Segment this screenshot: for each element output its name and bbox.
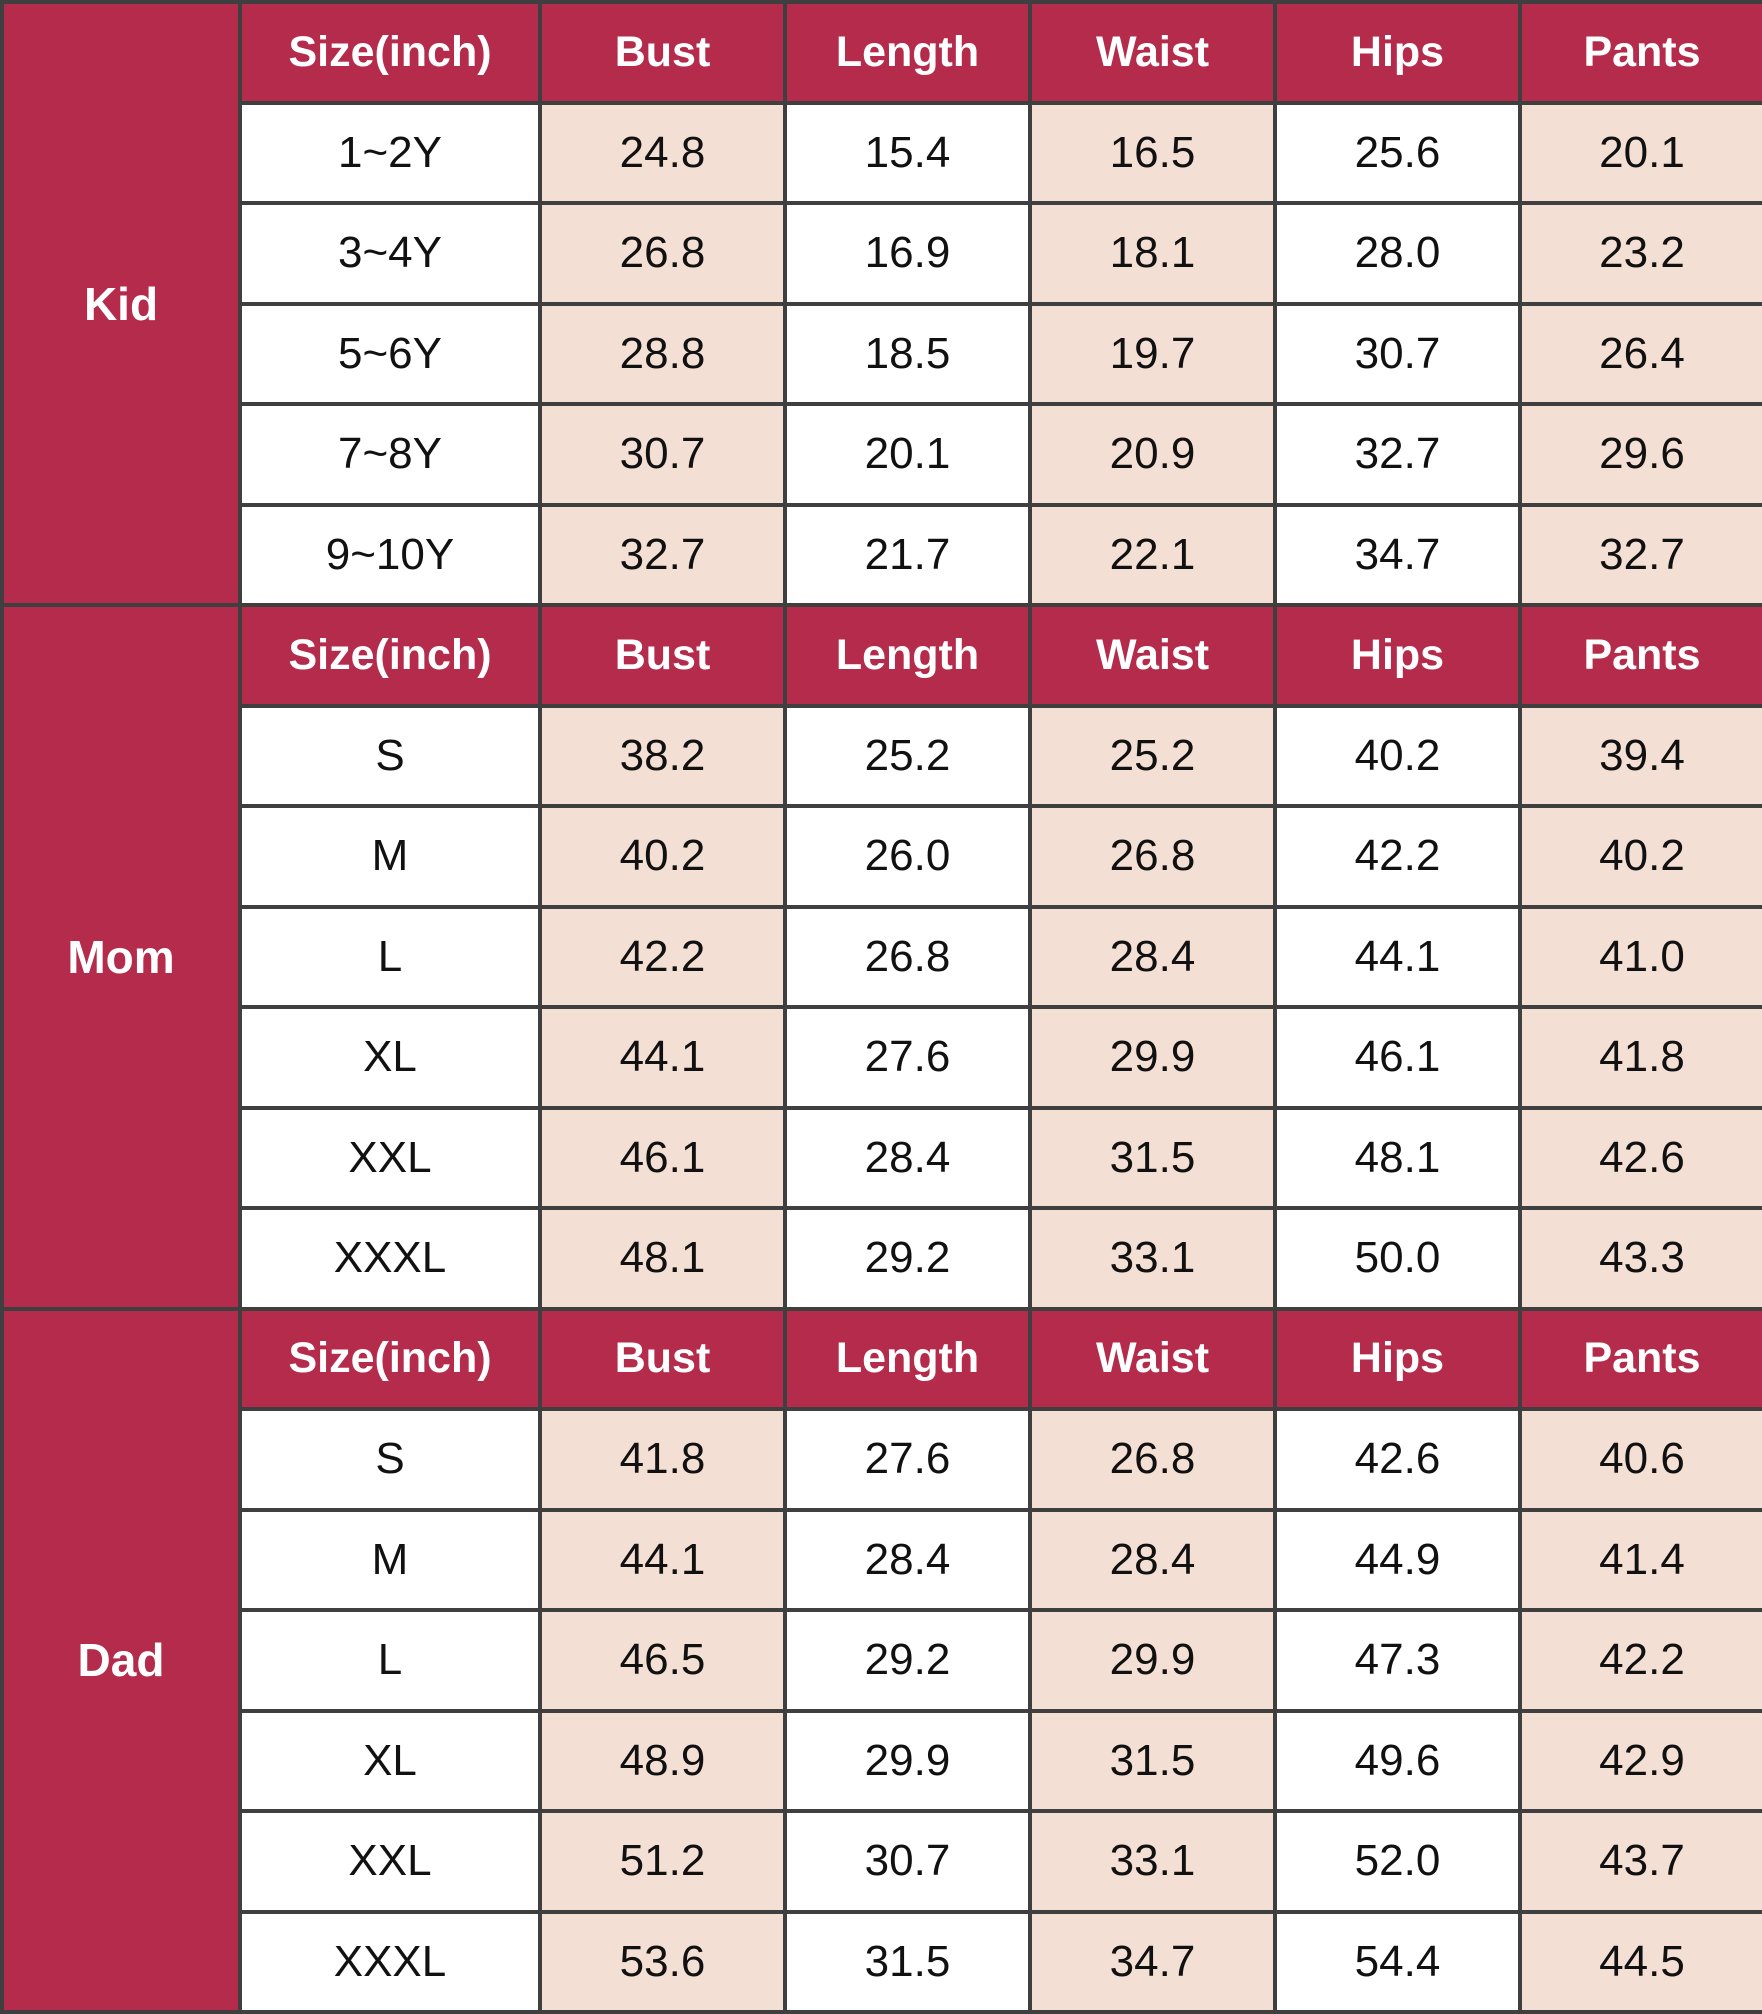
size-cell: XXXL [240, 1208, 540, 1309]
table-row [2, 1811, 1762, 1912]
bust-cell: 32.7 [540, 505, 785, 606]
waist-cell: 16.5 [1030, 103, 1275, 204]
length-cell: 27.6 [785, 1409, 1030, 1510]
length-cell: 29.9 [785, 1711, 1030, 1812]
hips-cell: 47.3 [1275, 1610, 1520, 1711]
size-cell: 7~8Y [240, 404, 540, 505]
table-row [2, 1409, 1762, 1510]
length-cell: 27.6 [785, 1007, 1030, 1108]
column-header-hips: Hips [1275, 1309, 1520, 1410]
length-cell: 26.0 [785, 806, 1030, 907]
hips-cell: 49.6 [1275, 1711, 1520, 1812]
column-header-length: Length [785, 605, 1030, 706]
bust-cell: 44.1 [540, 1510, 785, 1611]
bust-cell: 42.2 [540, 907, 785, 1008]
length-cell: 18.5 [785, 304, 1030, 405]
length-cell: 20.1 [785, 404, 1030, 505]
size-cell: XL [240, 1007, 540, 1108]
hips-cell: 52.0 [1275, 1811, 1520, 1912]
hips-cell: 54.4 [1275, 1912, 1520, 2013]
table-row [2, 1108, 1762, 1209]
waist-cell: 31.5 [1030, 1711, 1275, 1812]
hips-cell: 42.6 [1275, 1409, 1520, 1510]
length-cell: 29.2 [785, 1610, 1030, 1711]
column-header-pants: Pants [1520, 1309, 1762, 1410]
pants-cell: 41.0 [1520, 907, 1762, 1008]
size-cell: XL [240, 1711, 540, 1812]
pants-cell: 41.4 [1520, 1510, 1762, 1611]
hips-cell: 30.7 [1275, 304, 1520, 405]
hips-cell: 42.2 [1275, 806, 1520, 907]
waist-cell: 26.8 [1030, 1409, 1275, 1510]
column-header-bust: Bust [540, 2, 785, 103]
table-row [2, 304, 1762, 405]
size-cell: M [240, 806, 540, 907]
size-cell: 3~4Y [240, 203, 540, 304]
size-cell: 1~2Y [240, 103, 540, 204]
table-row [2, 1711, 1762, 1812]
table-row [2, 1208, 1762, 1309]
column-header-waist: Waist [1030, 1309, 1275, 1410]
column-header-size: Size(inch) [240, 1309, 540, 1410]
size-cell: XXL [240, 1811, 540, 1912]
length-cell: 28.4 [785, 1510, 1030, 1611]
size-cell: XXL [240, 1108, 540, 1209]
hips-cell: 48.1 [1275, 1108, 1520, 1209]
hips-cell: 46.1 [1275, 1007, 1520, 1108]
hips-cell: 32.7 [1275, 404, 1520, 505]
table-row [2, 907, 1762, 1008]
table-body [2, 2, 1762, 2012]
mom-header-row [2, 605, 1762, 706]
waist-cell: 33.1 [1030, 1208, 1275, 1309]
length-cell: 26.8 [785, 907, 1030, 1008]
hips-cell: 34.7 [1275, 505, 1520, 606]
table-row [2, 505, 1762, 606]
hips-cell: 25.6 [1275, 103, 1520, 204]
group-label-dad: Dad [2, 1309, 240, 2013]
bust-cell: 38.2 [540, 706, 785, 807]
waist-cell: 26.8 [1030, 806, 1275, 907]
pants-cell: 32.7 [1520, 505, 1762, 606]
pants-cell: 44.5 [1520, 1912, 1762, 2013]
size-cell: L [240, 907, 540, 1008]
column-header-size: Size(inch) [240, 605, 540, 706]
table-row [2, 1912, 1762, 2013]
column-header-waist: Waist [1030, 2, 1275, 103]
pants-cell: 39.4 [1520, 706, 1762, 807]
size-cell: S [240, 1409, 540, 1510]
waist-cell: 18.1 [1030, 203, 1275, 304]
dad-header-row [2, 1309, 1762, 1410]
column-header-waist: Waist [1030, 605, 1275, 706]
pants-cell: 29.6 [1520, 404, 1762, 505]
table-row [2, 706, 1762, 807]
waist-cell: 20.9 [1030, 404, 1275, 505]
group-label-kid: Kid [2, 2, 240, 605]
length-cell: 21.7 [785, 505, 1030, 606]
waist-cell: 29.9 [1030, 1007, 1275, 1108]
waist-cell: 25.2 [1030, 706, 1275, 807]
waist-cell: 19.7 [1030, 304, 1275, 405]
hips-cell: 40.2 [1275, 706, 1520, 807]
pants-cell: 40.2 [1520, 806, 1762, 907]
size-cell: 9~10Y [240, 505, 540, 606]
column-header-pants: Pants [1520, 2, 1762, 103]
table-row [2, 404, 1762, 505]
column-header-length: Length [785, 1309, 1030, 1410]
table-row [2, 806, 1762, 907]
size-cell: XXXL [240, 1912, 540, 2013]
waist-cell: 34.7 [1030, 1912, 1275, 2013]
pants-cell: 43.7 [1520, 1811, 1762, 1912]
length-cell: 30.7 [785, 1811, 1030, 1912]
bust-cell: 53.6 [540, 1912, 785, 2013]
pants-cell: 42.2 [1520, 1610, 1762, 1711]
bust-cell: 40.2 [540, 806, 785, 907]
hips-cell: 44.1 [1275, 907, 1520, 1008]
table-row [2, 203, 1762, 304]
waist-cell: 28.4 [1030, 907, 1275, 1008]
pants-cell: 26.4 [1520, 304, 1762, 405]
pants-cell: 42.9 [1520, 1711, 1762, 1812]
pants-cell: 41.8 [1520, 1007, 1762, 1108]
bust-cell: 30.7 [540, 404, 785, 505]
waist-cell: 29.9 [1030, 1610, 1275, 1711]
waist-cell: 22.1 [1030, 505, 1275, 606]
waist-cell: 33.1 [1030, 1811, 1275, 1912]
length-cell: 15.4 [785, 103, 1030, 204]
size-cell: L [240, 1610, 540, 1711]
size-cell: M [240, 1510, 540, 1611]
table-row [2, 103, 1762, 204]
size-cell: 5~6Y [240, 304, 540, 405]
group-label-mom: Mom [2, 605, 240, 1309]
bust-cell: 46.5 [540, 1610, 785, 1711]
table-row [2, 1510, 1762, 1611]
column-header-size: Size(inch) [240, 2, 540, 103]
column-header-hips: Hips [1275, 2, 1520, 103]
pants-cell: 23.2 [1520, 203, 1762, 304]
table-row [2, 1610, 1762, 1711]
length-cell: 31.5 [785, 1912, 1030, 2013]
column-header-length: Length [785, 2, 1030, 103]
column-header-bust: Bust [540, 605, 785, 706]
hips-cell: 28.0 [1275, 203, 1520, 304]
column-header-pants: Pants [1520, 605, 1762, 706]
length-cell: 25.2 [785, 706, 1030, 807]
kid-header-row [2, 2, 1762, 103]
bust-cell: 24.8 [540, 103, 785, 204]
hips-cell: 50.0 [1275, 1208, 1520, 1309]
size-cell: S [240, 706, 540, 807]
length-cell: 28.4 [785, 1108, 1030, 1209]
pants-cell: 42.6 [1520, 1108, 1762, 1209]
pants-cell: 40.6 [1520, 1409, 1762, 1510]
pants-cell: 20.1 [1520, 103, 1762, 204]
pants-cell: 43.3 [1520, 1208, 1762, 1309]
length-cell: 16.9 [785, 203, 1030, 304]
column-header-hips: Hips [1275, 605, 1520, 706]
bust-cell: 26.8 [540, 203, 785, 304]
bust-cell: 28.8 [540, 304, 785, 405]
length-cell: 29.2 [785, 1208, 1030, 1309]
column-header-bust: Bust [540, 1309, 785, 1410]
bust-cell: 51.2 [540, 1811, 785, 1912]
bust-cell: 41.8 [540, 1409, 785, 1510]
bust-cell: 44.1 [540, 1007, 785, 1108]
waist-cell: 31.5 [1030, 1108, 1275, 1209]
waist-cell: 28.4 [1030, 1510, 1275, 1611]
bust-cell: 46.1 [540, 1108, 785, 1209]
hips-cell: 44.9 [1275, 1510, 1520, 1611]
bust-cell: 48.9 [540, 1711, 785, 1812]
bust-cell: 48.1 [540, 1208, 785, 1309]
table-row [2, 1007, 1762, 1108]
